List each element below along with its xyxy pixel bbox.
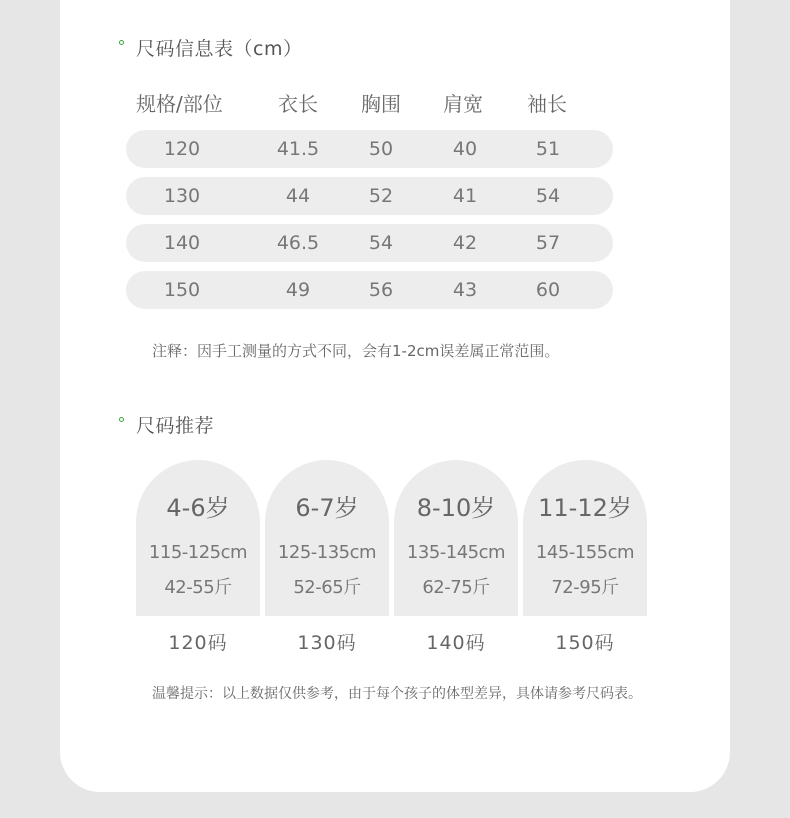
size-table-title: 尺码信息表（cm） [136, 38, 303, 60]
table-cell: 54 [368, 232, 394, 254]
table-cell: 60 [535, 279, 561, 301]
bullet-dot-icon [119, 40, 124, 45]
table-cell: 43 [452, 279, 478, 301]
size-label: 150码 [555, 632, 615, 654]
height-range: 135-145cm [406, 542, 506, 563]
table-row [126, 224, 613, 262]
size-card [394, 460, 518, 616]
warm-tip: 温馨提示：以上数据仅供参考，由于每个孩子的体型差异，具体请参考尺码表。 [152, 686, 642, 702]
table-cell: 56 [368, 279, 394, 301]
size-card [136, 460, 260, 616]
table-row [126, 130, 613, 168]
table-cell: 52 [368, 185, 394, 207]
measurement-note: 注释：因手工测量的方式不同，会有1-2cm误差属正常范围。 [152, 342, 560, 360]
size-card [265, 460, 389, 616]
size-label: 130码 [297, 632, 357, 654]
header-sleeve: 袖长 [527, 92, 567, 116]
height-range: 125-135cm [277, 542, 377, 563]
table-cell: 41 [452, 185, 478, 207]
table-cell: 51 [535, 138, 561, 160]
height-range: 115-125cm [148, 542, 248, 563]
bullet-dot-icon [119, 417, 124, 422]
age-range: 4-6岁 [166, 494, 230, 522]
table-header [0, 88, 790, 118]
header-spec: 规格/部位 [136, 92, 223, 116]
age-range: 11-12岁 [538, 494, 632, 522]
age-range: 8-10岁 [416, 494, 496, 522]
table-cell: 130 [163, 185, 201, 207]
table-cell: 57 [535, 232, 561, 254]
table-cell: 49 [285, 279, 311, 301]
weight-range: 62-75斤 [422, 577, 490, 598]
recommendation-title: 尺码推荐 [136, 415, 215, 437]
content-card [60, 0, 730, 792]
table-cell: 40 [452, 138, 478, 160]
age-range: 6-7岁 [295, 494, 359, 522]
header-length: 衣长 [278, 92, 318, 116]
table-row [126, 177, 613, 215]
table-cell: 54 [535, 185, 561, 207]
table-cell: 41.5 [276, 138, 320, 160]
size-label: 120码 [168, 632, 228, 654]
table-cell: 150 [163, 279, 201, 301]
header-shoulder: 肩宽 [443, 92, 483, 116]
size-card [523, 460, 647, 616]
header-chest: 胸围 [361, 92, 401, 116]
size-label: 140码 [426, 632, 486, 654]
table-cell: 120 [163, 138, 201, 160]
table-cell: 50 [368, 138, 394, 160]
table-cell: 44 [285, 185, 311, 207]
height-range: 145-155cm [535, 542, 635, 563]
table-cell: 46.5 [276, 232, 320, 254]
table-row [126, 271, 613, 309]
table-cell: 42 [452, 232, 478, 254]
weight-range: 42-55斤 [164, 577, 232, 598]
weight-range: 72-95斤 [551, 577, 619, 598]
table-cell: 140 [163, 232, 201, 254]
weight-range: 52-65斤 [293, 577, 361, 598]
